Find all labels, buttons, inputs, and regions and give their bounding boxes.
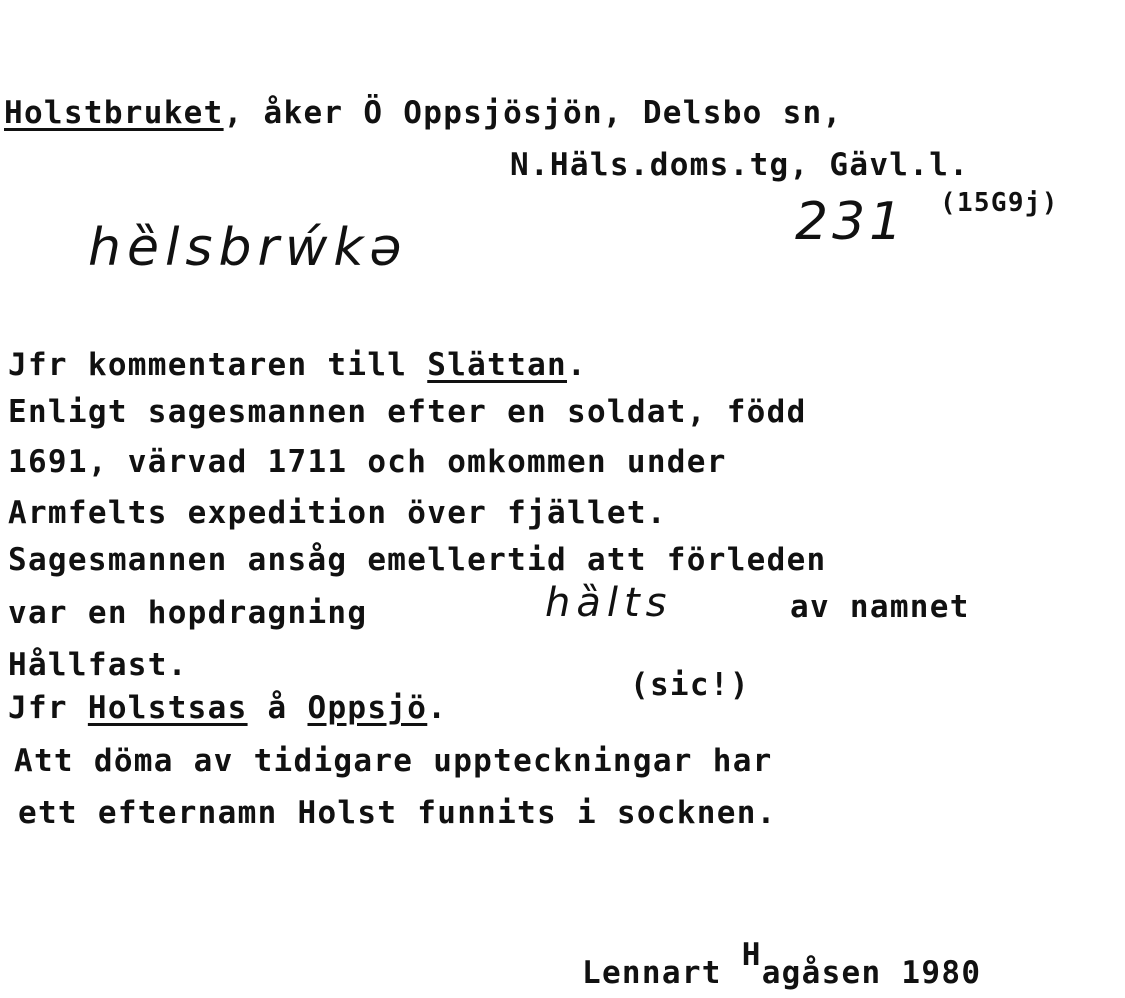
body-line-2: Enligt sagesmannen efter en soldat, född bbox=[8, 394, 807, 430]
ref-oppsjo: Oppsjö bbox=[307, 690, 428, 726]
signature-initial: H bbox=[741, 937, 762, 973]
body-line-4: Armfelts expedition över fjället. bbox=[8, 495, 667, 531]
map-code: (15G9j) bbox=[940, 188, 1059, 218]
body-line-1 bbox=[8, 347, 587, 383]
ref-holstsas: Holstsas bbox=[87, 690, 248, 726]
body-line-5: Sagesmannen ansåg emellertid att förleden bbox=[8, 542, 827, 578]
card-number: 231 bbox=[795, 192, 907, 252]
body-line-8-end: . bbox=[427, 690, 448, 726]
phonetic-inline: hȁlts bbox=[545, 580, 673, 626]
body-line-6-suffix: av namnet bbox=[790, 589, 970, 625]
ref-slattan: Slättan bbox=[427, 347, 567, 383]
header-line-1 bbox=[4, 95, 843, 131]
body-line-1-end: . bbox=[567, 347, 587, 383]
phonetic-transcription: hȅlsbrẃkə bbox=[88, 218, 408, 278]
signature-surname-year: agåsen 1980 bbox=[761, 955, 982, 991]
location-line-2: N.Häls.doms.tg, Gävl.l. bbox=[510, 147, 970, 183]
body-line-1-text: Jfr kommentaren till bbox=[8, 347, 428, 383]
body-line-10: ett efternamn Holst funnits i socknen. bbox=[18, 795, 777, 831]
body-line-8-text: Jfr bbox=[8, 690, 88, 726]
body-line-8 bbox=[8, 690, 448, 726]
body-line-9: Att döma av tidigare uppteckningar har bbox=[14, 743, 773, 779]
sic-note: (sic!) bbox=[630, 667, 750, 703]
signature-first-name: Lennart bbox=[582, 955, 742, 991]
signature bbox=[582, 937, 982, 991]
location-line-1: , åker Ö Oppsjösjön, Delsbo sn, bbox=[223, 95, 843, 131]
headword: Holstbruket bbox=[4, 95, 224, 131]
body-line-6-prefix: var en hopdragning bbox=[8, 595, 368, 631]
body-line-7: Hållfast. bbox=[8, 647, 188, 683]
body-line-3: 1691, värvad 1711 och omkommen under bbox=[8, 444, 727, 480]
body-line-8-mid: å bbox=[247, 690, 308, 726]
